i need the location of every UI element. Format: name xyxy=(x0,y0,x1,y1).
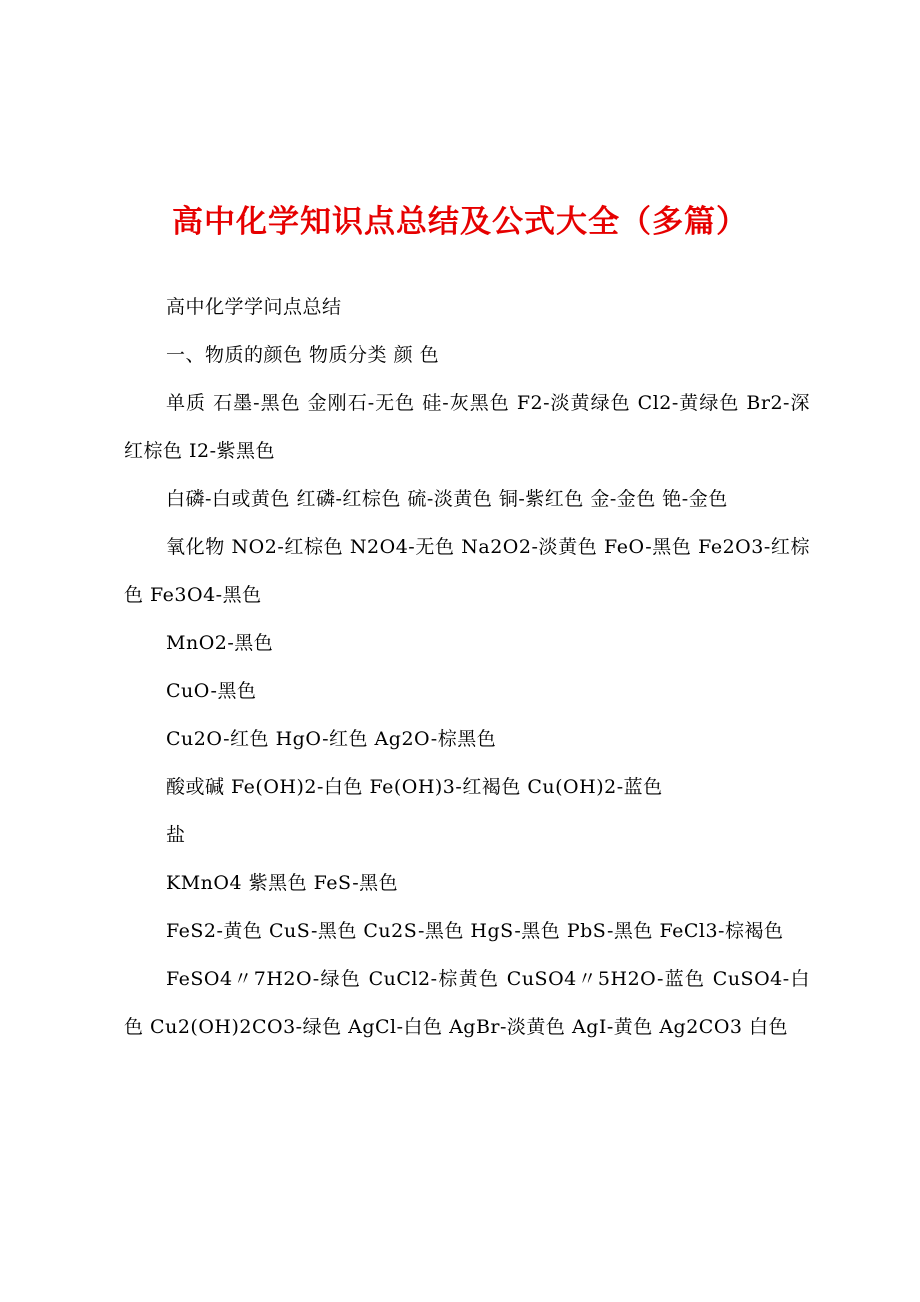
paragraph: 一、物质的颜色 物质分类 颜 色 xyxy=(166,344,440,366)
paragraph: FeSO4〃7H2O-绿色 CuCl2-棕黄色 CuSO4〃5H2O-蓝色 CuSO4-白色 Cu2(OH)2CO3-绿色 AgCl-白色 AgBr-淡黄色 AgI-黄色 Ag2CO3 白色 xyxy=(124,968,810,1038)
document-title: 高中化学知识点总结及公式大全（多篇） xyxy=(172,204,748,240)
paragraph: Cu2O-红色 HgO-红色 Ag2O-棕黑色 xyxy=(166,728,497,750)
paragraph: 白磷-白或黄色 红磷-红棕色 硫-淡黄色 铜-紫红色 金-金色 铯-金色 xyxy=(166,488,728,510)
paragraph: 氧化物 NO2-红棕色 N2O4-无色 Na2O2-淡黄色 FeO-黑色 Fe2O3-红棕色 Fe3O4-黑色 xyxy=(124,536,810,606)
paragraph: MnO2-黑色 xyxy=(166,632,274,654)
paragraph: 单质 石墨-黑色 金刚石-无色 硅-灰黑色 F2-淡黄绿色 Cl2-黄绿色 Br2-深红棕色 I2-紫黑色 xyxy=(124,392,810,462)
paragraph: CuO-黑色 xyxy=(166,680,257,702)
paragraph: 酸或碱 Fe(OH)2-白色 Fe(OH)3-红褐色 Cu(OH)2-蓝色 xyxy=(166,776,663,798)
paragraph: 盐 xyxy=(166,824,186,846)
paragraph: FeS2-黄色 CuS-黑色 Cu2S-黑色 HgS-黑色 PbS-黑色 FeCl3-棕褐色 xyxy=(166,920,784,942)
paragraph: KMnO4 紫黑色 FeS-黑色 xyxy=(166,872,399,894)
paragraph: 高中化学学问点总结 xyxy=(166,296,342,318)
document-body xyxy=(124,283,810,1051)
